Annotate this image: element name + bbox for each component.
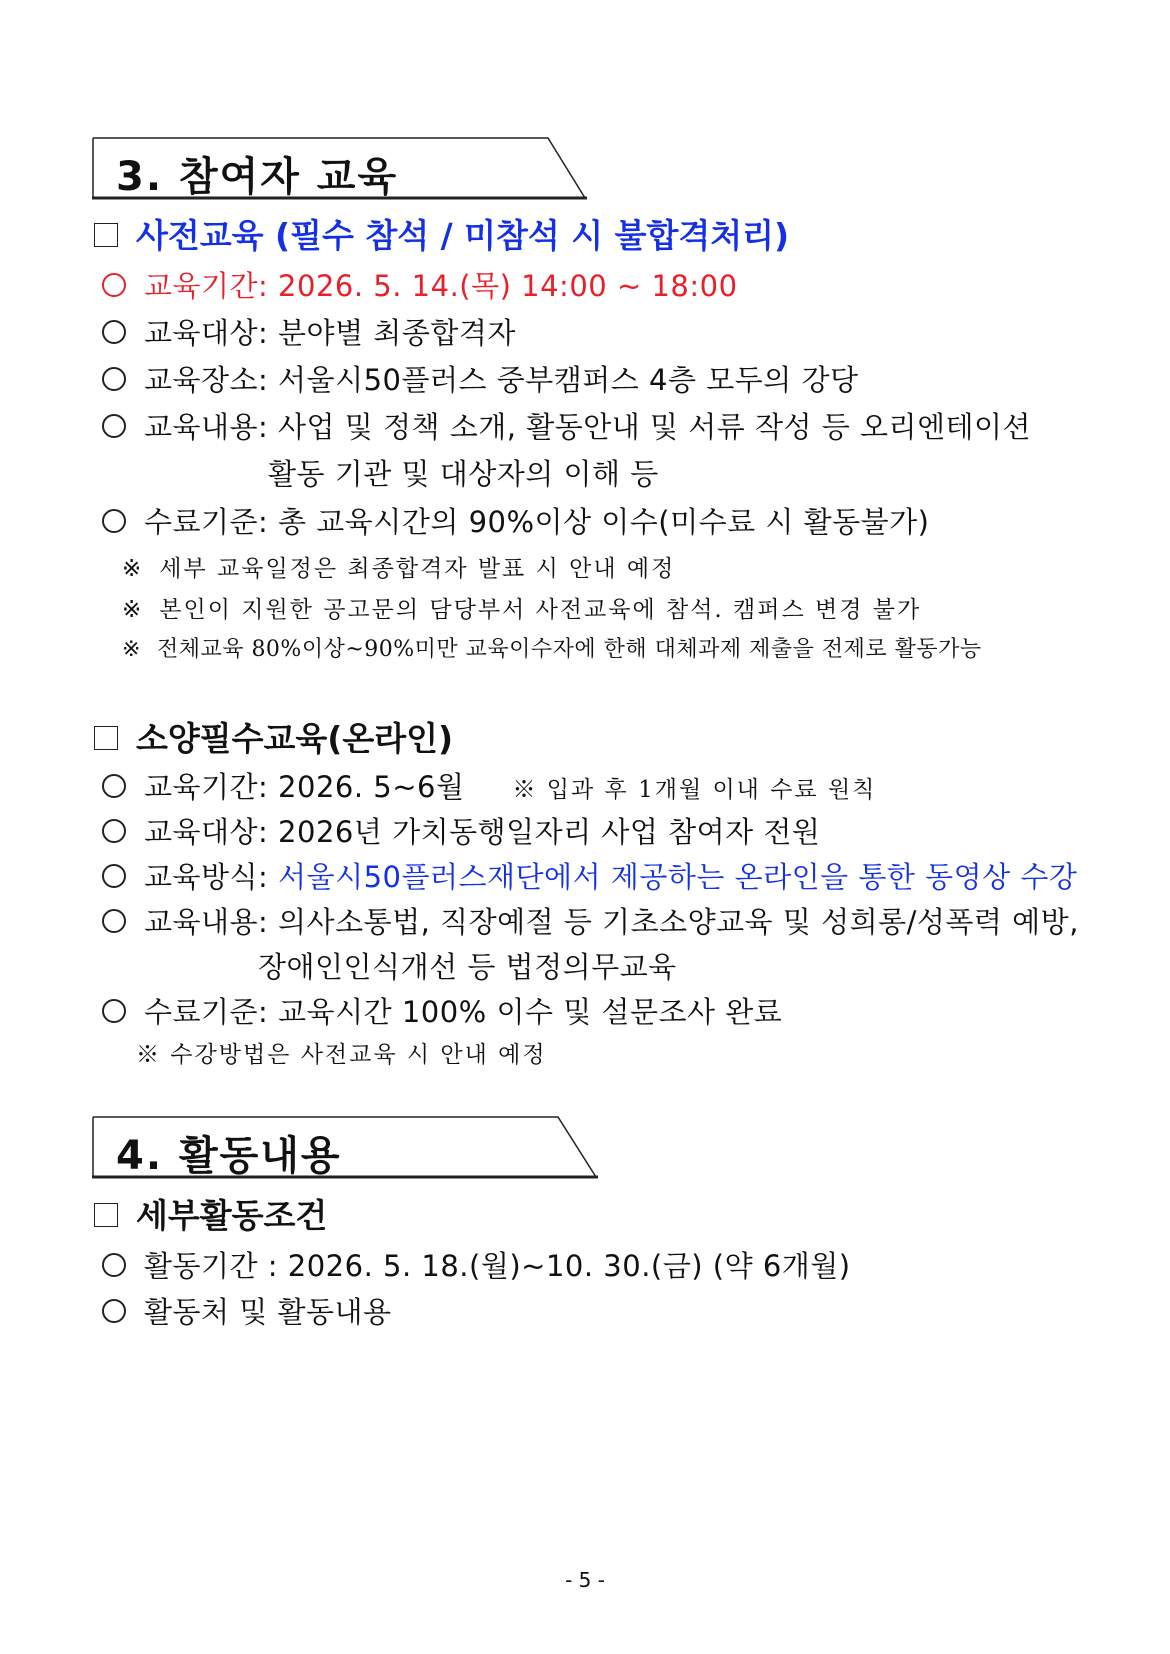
activity-period bbox=[102, 1244, 851, 1285]
pre-criteria bbox=[102, 500, 929, 541]
online-criteria-text: 수료기준: 교육시간 100% 이수 및 설문조사 완료 bbox=[144, 995, 783, 1029]
pre-note-2-text: 본인이 지원한 공고문의 담당부서 사전교육에 참석. 캠퍼스 변경 불가 bbox=[159, 597, 922, 623]
pre-target-text: 교육대상: 분야별 최종합격자 bbox=[144, 316, 516, 350]
section-4-title-banner bbox=[92, 1116, 598, 1180]
pre-target bbox=[102, 311, 516, 352]
pre-period bbox=[102, 264, 738, 305]
circle-bullet-icon bbox=[102, 320, 126, 344]
pre-criteria-text: 수료기준: 총 교육시간의 90%이상 이수(미수료 시 활동불가) bbox=[144, 505, 930, 539]
pre-content-text-2: 활동 기관 및 대상자의 이해 등 bbox=[268, 457, 659, 491]
online-target-text: 교육대상: 2026년 가치동행일자리 사업 참여자 전원 bbox=[144, 815, 821, 849]
online-content-text-1: 교육내용: 의사소통법, 직장예절 등 기초소양교육 및 성희롱/성폭력 예방, bbox=[144, 905, 1079, 939]
online-target bbox=[102, 810, 820, 851]
online-criteria bbox=[102, 990, 782, 1031]
online-content bbox=[102, 900, 1079, 941]
checkbox-square-icon bbox=[94, 223, 118, 247]
pre-content-continued bbox=[268, 452, 659, 493]
online-content-text-2: 장애인인식개선 등 법정의무교육 bbox=[258, 950, 677, 984]
pre-period-text: 교육기간: 2026. 5. 14.(목) 14:00 ~ 18:00 bbox=[144, 269, 738, 303]
section-3-title-banner bbox=[92, 137, 587, 201]
pre-note-2 bbox=[122, 591, 921, 624]
activity-place bbox=[102, 1290, 392, 1331]
pre-content-text-1: 교육내용: 사업 및 정책 소개, 활동안내 및 서류 작성 등 오리엔테이션 bbox=[144, 410, 1032, 444]
circle-bullet-icon bbox=[102, 367, 126, 391]
online-method bbox=[102, 855, 1077, 896]
online-period-note: ※ 입과 후 1개월 이내 수료 원칙 bbox=[512, 777, 877, 803]
circle-bullet-icon bbox=[102, 273, 126, 297]
activity-place-text: 활동처 및 활동내용 bbox=[144, 1295, 392, 1329]
online-method-value: 서울시50플러스재단에서 제공하는 온라인을 통한 동영상 수강 bbox=[278, 860, 1078, 894]
circle-bullet-icon bbox=[102, 774, 126, 798]
online-education-heading-text: 소양필수교육(온라인) bbox=[136, 719, 454, 758]
pre-content bbox=[102, 405, 1031, 446]
pre-note-1-text: 세부 교육일정은 최종합격자 발표 시 안내 예정 bbox=[159, 556, 676, 582]
online-method-label: 교육방식: bbox=[144, 860, 279, 894]
note-mark: ※ bbox=[122, 637, 141, 662]
page-number: - 5 - bbox=[565, 1568, 605, 1592]
pre-education-heading-text: 사전교육 (필수 참석 / 미참석 시 불합격처리) bbox=[136, 216, 790, 255]
online-period-text: 교육기간: 2026. 5~6월 bbox=[144, 770, 465, 804]
online-content-continued bbox=[258, 945, 677, 986]
note-mark: ※ bbox=[122, 556, 144, 582]
section-4-title: 4. 활동내용 bbox=[116, 1133, 342, 1179]
online-education-heading bbox=[94, 713, 453, 760]
section-3-title: 3. 참여자 교육 bbox=[116, 154, 399, 200]
detail-conditions-heading bbox=[94, 1190, 327, 1237]
pre-education-heading bbox=[94, 210, 789, 257]
note-mark: ※ bbox=[122, 597, 144, 623]
online-note-text: ※ 수강방법은 사전교육 시 안내 예정 bbox=[136, 1042, 547, 1068]
circle-bullet-icon bbox=[102, 819, 126, 843]
circle-bullet-icon bbox=[102, 509, 126, 533]
circle-bullet-icon bbox=[102, 1299, 126, 1323]
pre-place bbox=[102, 358, 859, 399]
online-period bbox=[102, 765, 876, 806]
circle-bullet-icon bbox=[102, 864, 126, 888]
circle-bullet-icon bbox=[102, 909, 126, 933]
circle-bullet-icon bbox=[102, 414, 126, 438]
pre-note-1 bbox=[122, 550, 675, 583]
activity-period-text: 활동기간 : 2026. 5. 18.(월)~10. 30.(금) (약 6개월) bbox=[144, 1249, 851, 1283]
checkbox-square-icon bbox=[94, 1203, 118, 1227]
detail-conditions-heading-text: 세부활동조건 bbox=[136, 1196, 328, 1235]
checkbox-square-icon bbox=[94, 726, 118, 750]
online-note bbox=[136, 1036, 547, 1069]
circle-bullet-icon bbox=[102, 1253, 126, 1277]
pre-place-text: 교육장소: 서울시50플러스 중부캠퍼스 4층 모두의 강당 bbox=[144, 363, 859, 397]
pre-note-3-text: 전체교육 80%이상~90%미만 교육이수자에 한해 대체과제 제출을 전제로 활동가능 bbox=[156, 637, 982, 662]
pre-note-3 bbox=[122, 632, 982, 663]
circle-bullet-icon bbox=[102, 999, 126, 1023]
